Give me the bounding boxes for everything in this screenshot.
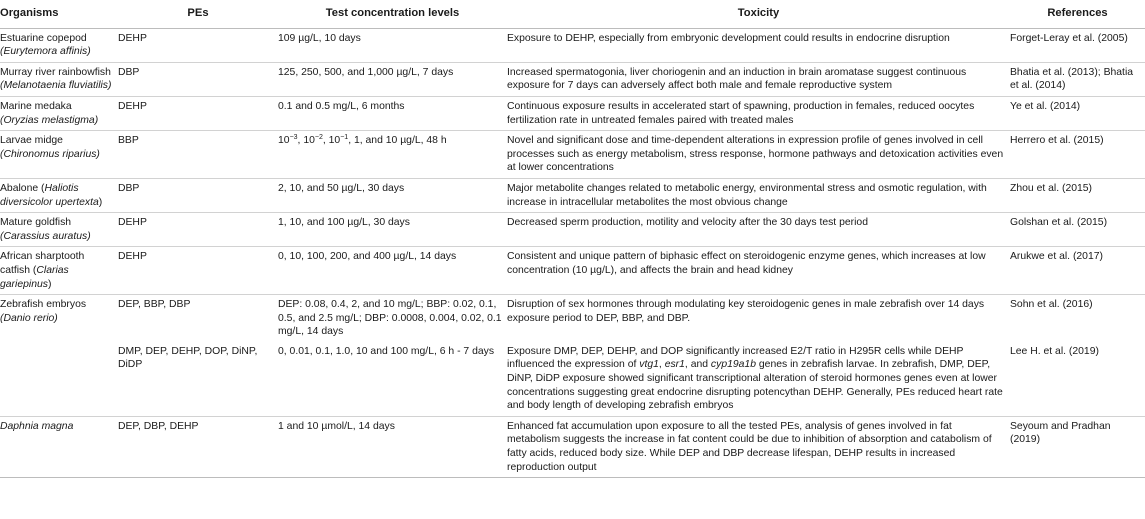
toxicity-cell: Disruption of sex hormones through modulating key steroidogenic genes in male zebrafish over 14 days exposure period to DEP, BBP, and DBP. <box>507 299 985 324</box>
concentration-cell: 0, 10, 100, 200, and 400 µg/L, 14 days <box>278 247 507 295</box>
toxicity-cell <box>507 342 1010 416</box>
organism-common-name: Murray river rainbowfish <box>0 66 111 78</box>
organism-cell <box>0 342 118 416</box>
reference-cell: Arukwe et al. (2017) <box>1010 247 1145 295</box>
table-row <box>0 178 1145 212</box>
pe-cell: DBP <box>118 178 278 212</box>
conc-exponent: −1 <box>340 134 349 142</box>
header-toxicity: Toxicity <box>507 0 1010 28</box>
organism-common-name: Mature goldfish <box>0 217 72 229</box>
organism-species: (Melanotaenia fluviatilis) <box>0 80 112 92</box>
toxicity-cell: Novel and significant dose and time-dependent alterations in expression profile of genes involved in cell processes such as energy metabolism, stress response, hormone pathways and detoxication activities even at lower concentrations <box>507 131 1010 179</box>
table-row <box>0 416 1145 477</box>
conc-exponent: −2 <box>314 134 323 142</box>
organism-common-name: Marine medaka <box>0 100 72 112</box>
organism-close-paren: ) <box>47 278 52 290</box>
pe-cell: DEHP <box>118 247 278 295</box>
table-row <box>0 295 1145 342</box>
concentration-cell: 1 and 10 µmol/L, 14 days <box>278 416 507 477</box>
organism-cell <box>0 178 118 212</box>
organism-species: Clarias gariepinus <box>0 264 69 290</box>
header-concentration: Test concentration levels <box>278 0 507 28</box>
organism-cell <box>0 131 118 179</box>
concentration-cell: 109 µg/L, 10 days <box>278 28 507 62</box>
table-row <box>0 247 1145 295</box>
table-row <box>0 28 1145 62</box>
organism-cell <box>0 96 118 130</box>
pe-cell: DEP, DBP, DEHP <box>118 416 278 477</box>
reference-cell: Sohn et al. (2016) <box>1010 299 1093 311</box>
table-row <box>0 62 1145 96</box>
table-row <box>0 213 1145 247</box>
organism-cell <box>0 213 118 247</box>
concentration-cell: 2, 10, and 50 µg/L, 30 days <box>278 178 507 212</box>
header-pes: PEs <box>118 0 278 28</box>
reference-cell: Ye et al. (2014) <box>1010 96 1145 130</box>
toxicity-cell: Continuous exposure results in accelerated start of spawning, production in females, reduced oocytes fertilization rate in untreated females paired with treated males <box>507 96 1010 130</box>
reference-cell: Seyoum and Pradhan (2019) <box>1010 416 1145 477</box>
organism-common-name: Zebrafish embryos <box>0 299 87 311</box>
table-row <box>0 131 1145 179</box>
toxicity-cell: Major metabolite changes related to metabolic energy, environmental stress and osmotic regulation, with increase in intracellular metabolites the most obvious change <box>507 178 1010 212</box>
gene-name: cyp19a1b <box>710 359 756 371</box>
organism-cell <box>0 247 118 295</box>
pe-cell: BBP <box>118 131 278 179</box>
pe-cell: DEP, BBP, DBP <box>118 299 191 311</box>
organism-close-paren: ) <box>98 196 103 208</box>
table-row <box>0 342 1145 416</box>
reference-cell: Zhou et al. (2015) <box>1010 178 1145 212</box>
organism-cell <box>0 295 118 342</box>
concentration-cell: DEP: 0.08, 0.4, 2, and 10 mg/L; BBP: 0.02, 0.1, 0.5, and 2.5 mg/L; DBP: 0.0008, 0.004, 0.02, 0.1 mg/L, 14 days <box>278 299 502 338</box>
toxicity-cell: Increased spermatogonia, liver choriogenin and an induction in brain aromatase suggest continuous exposure for 7 days can adversely affect both male and female reproductive system <box>507 62 1010 96</box>
gene-name: esr1 <box>664 359 685 371</box>
organism-common-name: African sharptooth catfish ( <box>0 251 85 276</box>
tox-text: , <box>658 359 665 371</box>
conc-text: , 10 <box>322 135 341 147</box>
organism-common-name: Estuarine copepod <box>0 32 87 44</box>
pe-cell: DEHP <box>118 96 278 130</box>
organism-species: Daphnia magna <box>0 420 74 432</box>
conc-exponent: −3 <box>289 134 298 142</box>
tox-text: , and <box>684 359 711 371</box>
organism-species: Haliotis diversicolor upertexta <box>0 182 99 208</box>
organism-species: (Carassius auratus) <box>0 230 91 242</box>
toxicity-cell: Decreased sperm production, motility and velocity after the 30 days test period <box>507 213 1010 247</box>
tox-text: Exposure DMP, DEP, DEHP, and DOP significantly increased E2/T ratio in H295R cells while DEHP influenced the expression of <box>507 345 964 371</box>
gene-name: vtg1 <box>639 359 659 371</box>
organism-common-name: Abalone ( <box>0 182 45 194</box>
organism-species: (Oryzias melastigma) <box>0 114 99 126</box>
pe-cell: DBP <box>118 62 278 96</box>
conc-text: , 10 <box>297 135 315 147</box>
reference-cell: Herrero et al. (2015) <box>1010 131 1145 179</box>
pe-cell: DEHP <box>118 213 278 247</box>
reference-cell: Forget-Leray et al. (2005) <box>1010 28 1145 62</box>
organism-cell <box>0 28 118 62</box>
toxicity-cell: Consistent and unique pattern of biphasic effect on steroidogenic enzyme genes, which increases at low concentration (10 µg/L), and affects the brain and head kidney <box>507 247 1010 295</box>
concentration-cell: 0, 0.01, 0.1, 1.0, 10 and 100 mg/L, 6 h - 7 days <box>278 342 507 416</box>
header-organisms: Organisms <box>0 0 118 28</box>
conc-text: , 1, and 10 µg/L, 48 h <box>348 135 447 147</box>
concentration-cell <box>278 131 507 179</box>
concentration-cell: 1, 10, and 100 µg/L, 30 days <box>278 213 507 247</box>
organism-species: (Chironomus riparius) <box>0 148 100 160</box>
header-references: References <box>1010 0 1145 28</box>
reference-cell: Golshan et al. (2015) <box>1010 213 1145 247</box>
pe-cell: DMP, DEP, DEHP, DOP, DiNP, DiDP <box>118 342 278 416</box>
organism-species: (Danio rerio) <box>0 312 58 324</box>
conc-text: 10 <box>278 135 290 147</box>
concentration-cell: 125, 250, 500, and 1,000 µg/L, 7 days <box>278 62 507 96</box>
toxicity-cell: Enhanced fat accumulation upon exposure to all the tested PEs, analysis of genes involved in fat metabolism suggests the increase in fat content could be due to inhibition of absorption and catabolism of fatty acids, reduced body size. While DEP and DBP decrease lifespan, DEHP results in increased reproduction output <box>507 416 1010 477</box>
table-row <box>0 96 1145 130</box>
reference-cell: Bhatia et al. (2013); Bhatia et al. (2014) <box>1010 62 1145 96</box>
organism-cell <box>0 62 118 96</box>
concentration-cell: 0.1 and 0.5 mg/L, 6 months <box>278 96 507 130</box>
organism-species: (Eurytemora affinis) <box>0 46 91 58</box>
organism-common-name: Larvae midge <box>0 135 63 147</box>
reference-cell: Lee H. et al. (2019) <box>1010 342 1145 416</box>
organism-cell <box>0 416 118 477</box>
pe-cell: DEHP <box>118 28 278 62</box>
header-row <box>0 0 1145 28</box>
toxicity-cell: Exposure to DEHP, especially from embryonic development could results in endocrine disruption <box>507 28 1010 62</box>
tox-text: genes in zebrafish larvae. In zebrafish, DMP, DEP, DiNP, DiDP exposure showed significant transcriptional alteration of steroid hormones genes even at lower concentrations suggesting great endocrine disrupting potencythan DEHP. Generally, PEs reduced heart rate and body length of developing zebrafish embryos <box>507 359 1003 412</box>
